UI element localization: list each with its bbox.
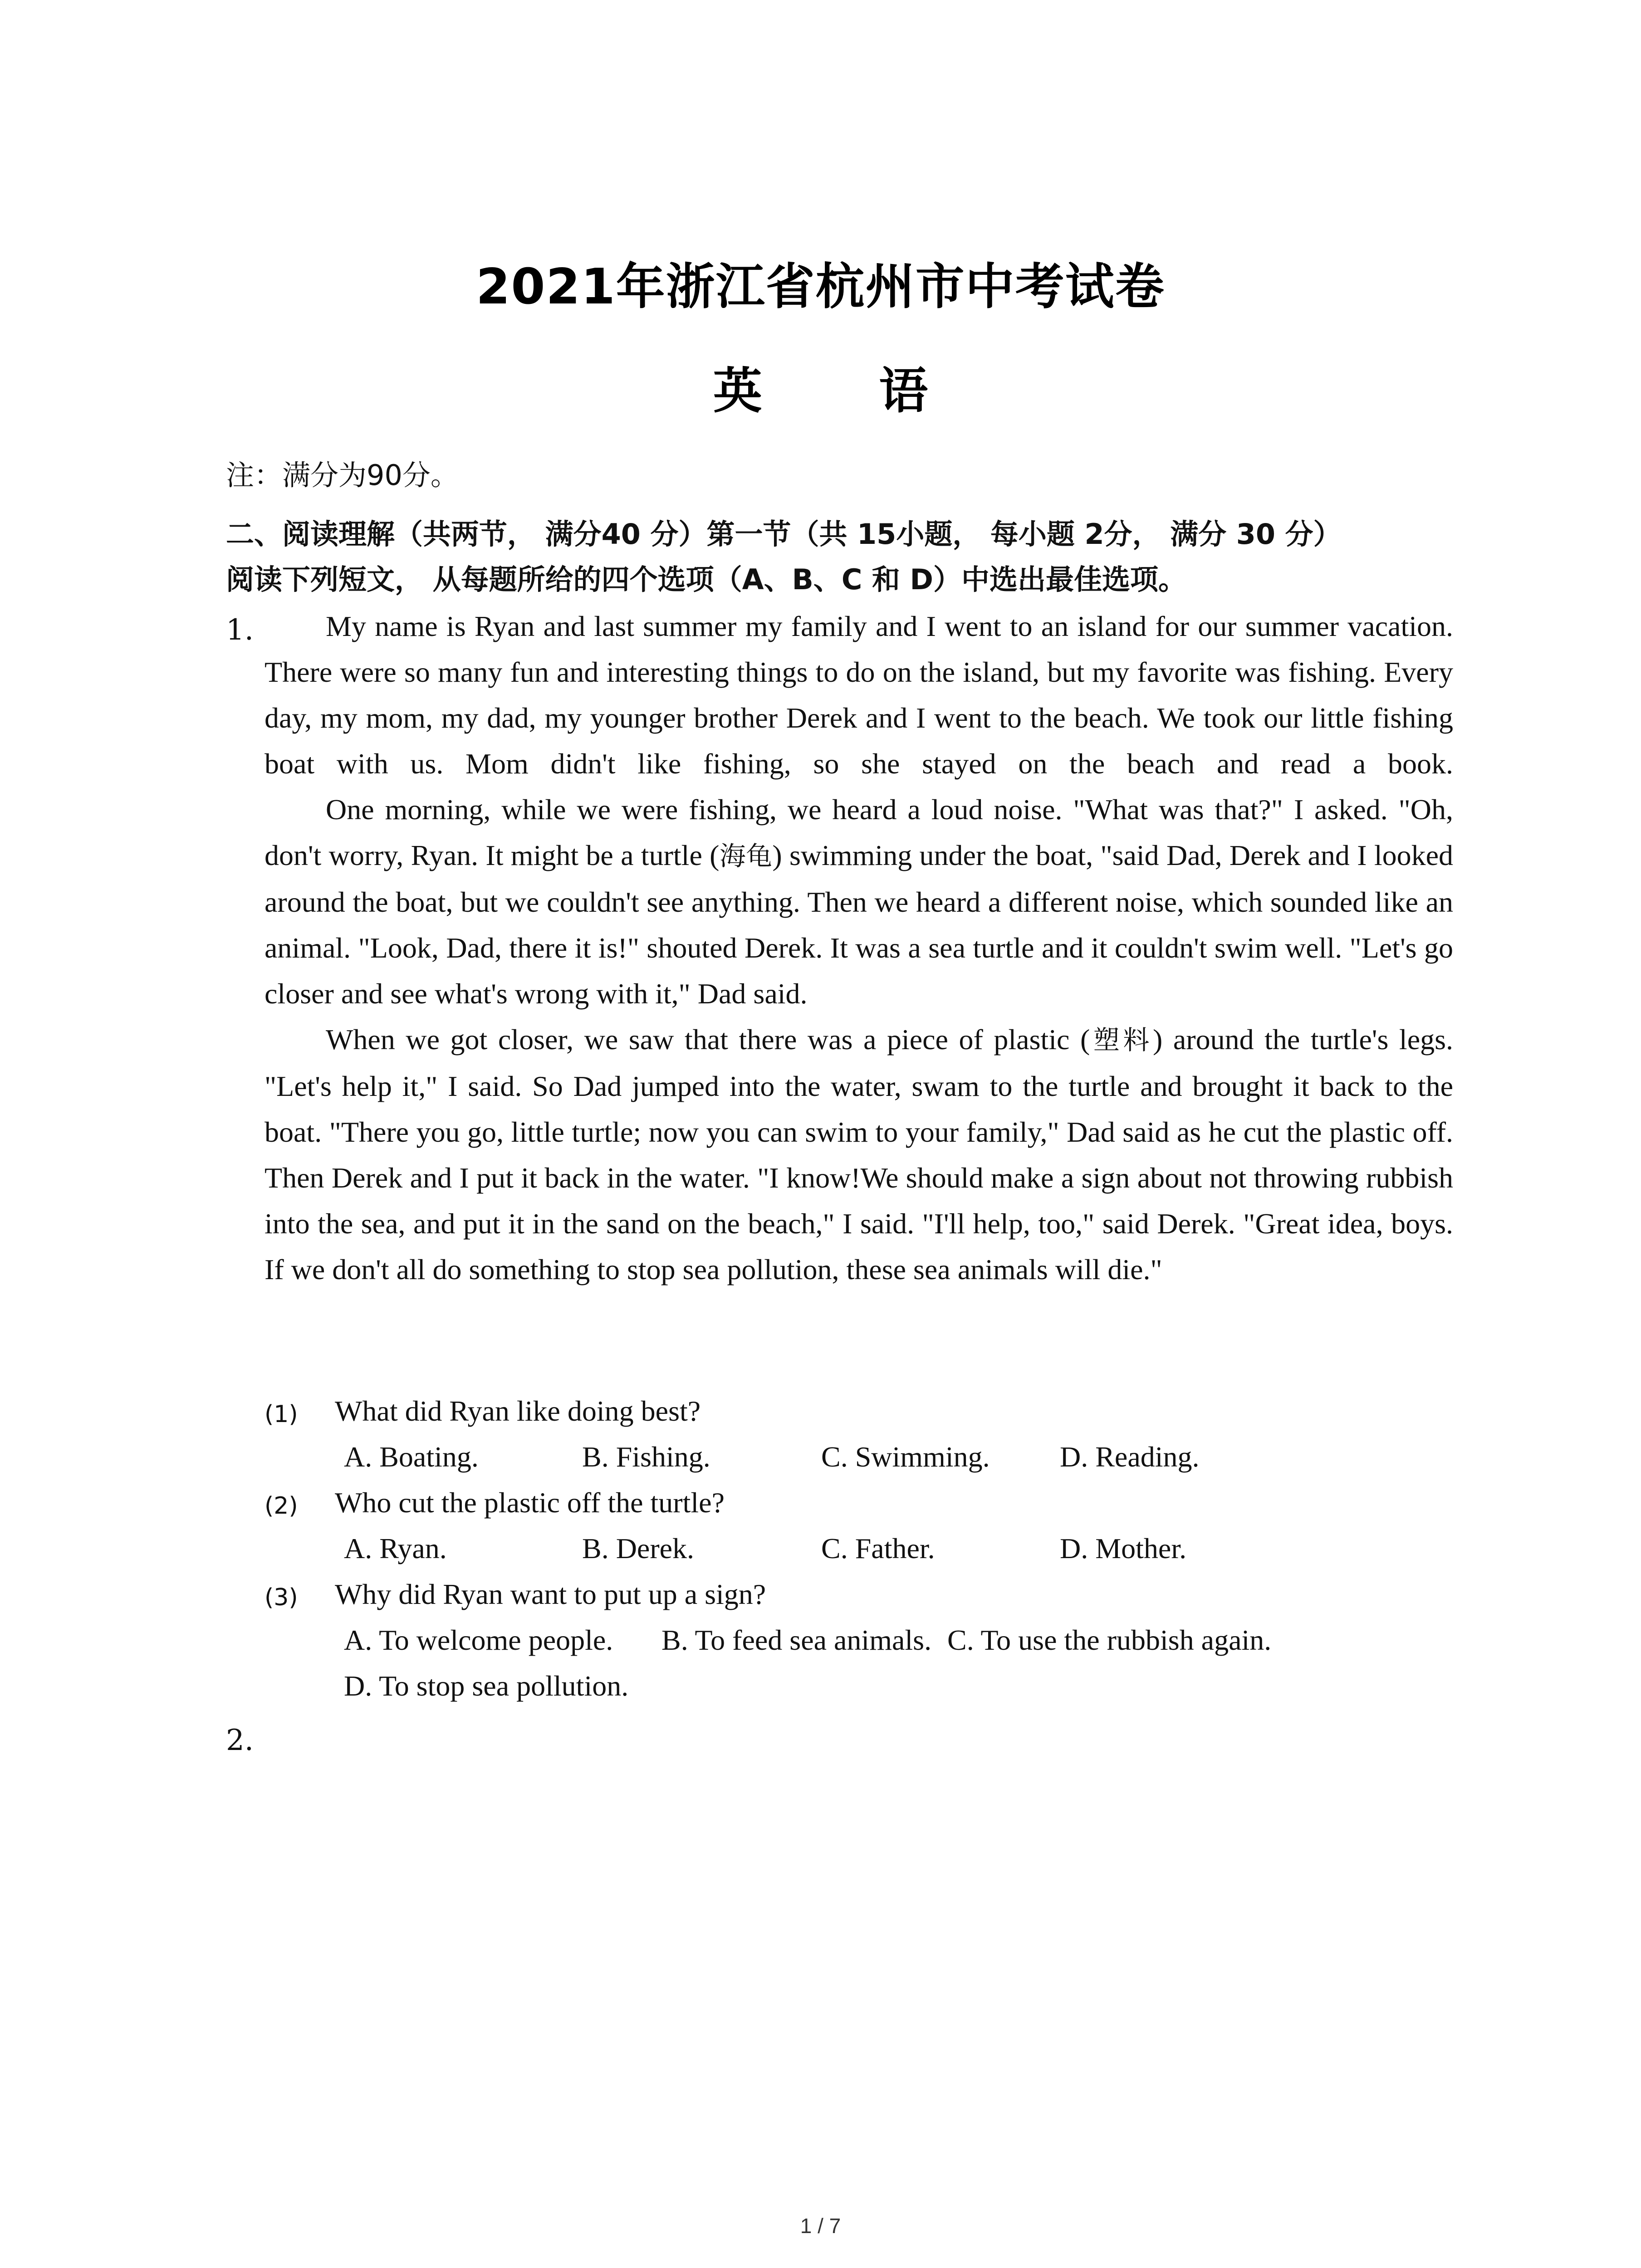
page-number: 1 / 7: [800, 2214, 841, 2238]
paragraph-3-text-b: ) around the turtle's legs. "Let's help it," I said. So Dad jumped into the water, swam to the turtle and brought it back to the boat. "There you go, little turtle; now you can swim to your family," Dad said as he cut the plastic off. Then Derek and I put it back in the water. "I know!We should make a sign about not throwing rubbish into the sea, and put it in the sand on the beach," I said. "I'll help, too," said Derek. "Great idea, boys. If we don't all do something to stop sea pollution, these sea animals will die.": [265, 1023, 1454, 1286]
passage-paragraph-1: My name is Ryan and last summer my family and I went to an island for our summer vacation. There were so many fun and interesting things to do on the island, but my favorite was fishing. Every day, my mom, my dad, my younger brother Derek and I went to the beach. We took our little fishing boat with us. Mom didn't like fishing, so she stayed on the beach and read a book.: [265, 610, 1453, 780]
option-d[interactable]: D. Mother.: [1060, 1532, 1187, 1564]
option-a[interactable]: A. Boating.: [344, 1441, 479, 1473]
section-instruction: 阅读下列短文， 从每题所给的四个选项（A、B、C 和 D）中选出最佳选项。: [226, 563, 1186, 596]
option-b[interactable]: B. To feed sea animals.: [661, 1624, 932, 1656]
option-c[interactable]: C. Swimming.: [821, 1441, 990, 1473]
question-number-1: 1.: [226, 613, 254, 647]
sub-question-stem: Who cut the plastic off the turtle?: [335, 1486, 725, 1519]
sub-question-label: (2): [265, 1492, 298, 1520]
question-number-2: 2.: [226, 1724, 254, 1757]
passage-paragraph-3: [265, 1017, 1453, 1292]
option-a[interactable]: A. Ryan.: [344, 1532, 447, 1564]
reading-passage: [265, 603, 1453, 1292]
paragraph-3-chinese-gloss: 塑料: [1090, 1025, 1153, 1056]
option-d[interactable]: D. To stop sea pollution.: [344, 1670, 629, 1702]
exam-title: 2021年浙江省杭州市中考试卷: [476, 259, 1165, 315]
score-note: 注：满分为90分。: [226, 459, 459, 492]
option-b[interactable]: B. Fishing.: [582, 1441, 710, 1473]
option-c[interactable]: C. Father.: [821, 1532, 935, 1564]
option-b[interactable]: B. Derek.: [582, 1532, 695, 1564]
passage-paragraph-2: [265, 787, 1453, 1017]
paragraph-2-chinese-gloss: 海龟: [719, 841, 773, 871]
option-c[interactable]: C. To use the rubbish again.: [947, 1624, 1272, 1656]
subject-title: 英 语: [713, 363, 978, 420]
section-heading: 二、阅读理解（共两节， 满分40 分）第一节（共 15小题， 每小题 2分， 满分 30 分）: [226, 518, 1342, 551]
sub-question-label: (3): [265, 1584, 298, 1611]
sub-question-label: (1): [265, 1401, 298, 1428]
sub-question-stem: Why did Ryan want to put up a sign?: [335, 1578, 766, 1610]
paragraph-2-text-b: ) swimming under the boat, "said Dad, Derek and I looked around the boat, but we couldn't see anything. Then we heard a different noise, which sounded like an animal. "Look, Dad, there it is!" shouted Derek. It was a sea turtle and it couldn't swim well. "Let's go closer and see what's wrong with it," Dad said.: [265, 839, 1454, 1010]
paragraph-2-text-a: One morning, while we were fishing, we heard a loud noise. "What was that?" I asked. "Oh, don't worry, Ryan. It might be a turtle (: [265, 793, 1453, 871]
sub-question-stem: What did Ryan like doing best?: [335, 1395, 701, 1427]
option-d[interactable]: D. Reading.: [1060, 1441, 1200, 1473]
paragraph-3-text-a: When we got closer, we saw that there was a piece of plastic (: [326, 1023, 1090, 1056]
option-a[interactable]: A. To welcome people.: [344, 1624, 613, 1656]
